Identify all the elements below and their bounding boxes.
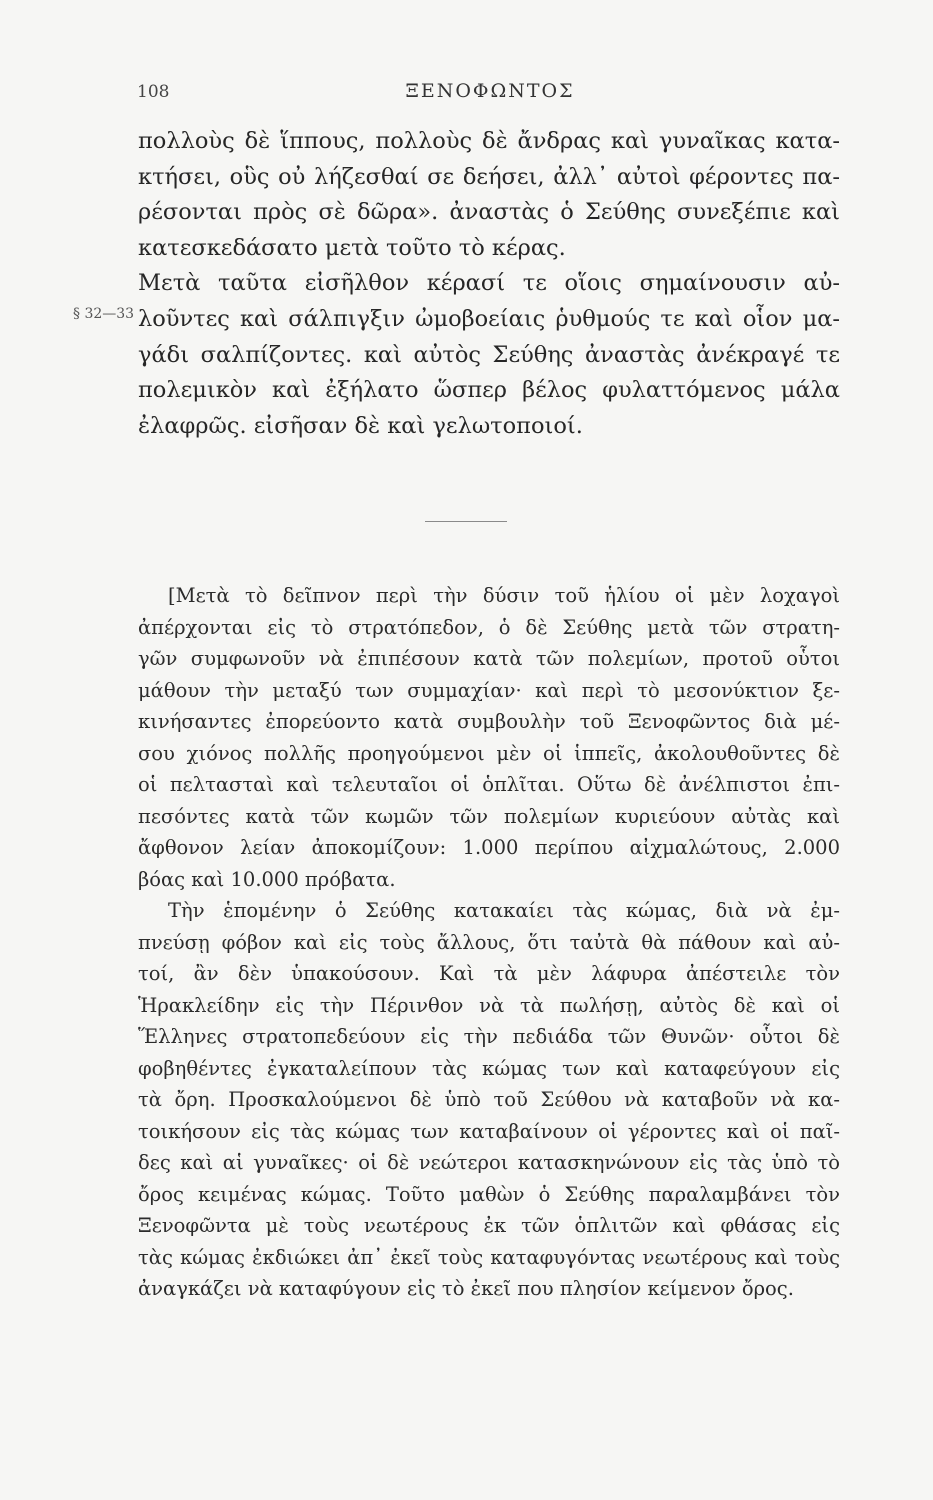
text-line: πολλοὺς δὲ ἵππους, πολλοὺς δὲ ἄνδρας καὶ γυναῖκας κατα- [138,128,840,154]
text-line: ἀναγκάζει νὰ καταφύγουν εἰς τὸ ἐκεῖ που πλησίον κείμενον ὄρος. [138,1277,794,1300]
original-greek-text [138,124,840,444]
text-line: ἐλαφρῶς. εἰσῆσαν δὲ καὶ γελωτοποιοί. [138,412,583,439]
text-line: ἄφθονον λείαν ἀποκομίζουν: 1.000 περίπου αἰχμαλώτους, 2.000 [138,836,840,859]
text-line: γῶν συμφωνοῦν νὰ ἐπιπέσουν κατὰ τῶν πολεμίων, προτοῦ οὗτοι [138,647,840,670]
section-reference: § 32—33 [73,306,135,322]
text-line: κατεσκεδάσατο μετὰ τοῦτο τὸ κέρας. [138,234,566,261]
text-line: τοί, ἂν δὲν ὑπακούσουν. Καὶ τὰ μὲν λάφυρα ἀπέστειλε τὸν [138,962,840,985]
text-line: γάδι σαλπίζοντες. καὶ αὐτὸς Σεύθης ἀναστὰς ἀνέκραγέ τε [138,341,840,368]
text-line: τὰς κώμας ἐκδιώκει ἀπ᾽ ἐκεῖ τοὺς καταφυγόντας νεωτέρους καὶ τοὺς [138,1245,840,1269]
text-line: ἀπέρχονται εἰς τὸ στρατόπεδον, ὁ δὲ Σεύθης μετὰ τῶν στρατη- [138,615,840,639]
text-line: Μετὰ ταῦτα εἰσῆλθον κέρασί τε οἵοις σημαίνουσιν αὐ- [138,270,840,297]
text-line: πολεμικὸν καὶ ἐξήλατο ὥσπερ βέλος φυλαττόμενος μάλα [138,377,840,404]
text-line: λοῦντες καὶ σάλπιγξιν ὠμοβοείαις ῥυθμούς τε καὶ οἷον μα- [138,305,840,332]
text-line: Τὴν ἑπομένην ὁ Σεύθης κατακαίει τὰς κώμας, διὰ νὰ ἐμ- [168,899,840,922]
text-line: πεσόντες κατὰ τῶν κωμῶν τῶν πολεμίων κυριεύουν αὐτὰς καὶ [138,804,840,828]
text-line: κτήσει, οὓς οὐ λήζεσθαί σε δεήσει, ἀλλ᾽ αὐτοὶ φέροντες πα- [138,163,840,190]
running-title: ΞΕΝΟΦΩΝΤΟΣ [405,80,575,102]
text-line: οἱ πελτασταὶ καὶ τελευταῖοι οἱ ὁπλῖται. Οὕτω δὲ ἀνέλπιστοι ἐπι- [138,773,840,796]
text-line: Ξενοφῶντα μὲ τοὺς νεωτέρους ἐκ τῶν ὁπλιτῶν καὶ φθάσας εἰς [138,1214,840,1237]
text-line: σου χιόνος πολλῆς προηγούμενοι μὲν οἱ ἱππεῖς, ἀκολουθοῦντες δὲ [138,741,840,765]
section-divider [425,521,507,522]
text-line: μάθουν τὴν μεταξύ των συμμαχίαν· καὶ περὶ τὸ μεσονύκτιον ξε- [138,678,840,702]
modern-greek-summary [138,580,840,1305]
text-line: φοβηθέντες ἐγκαταλείπουν τὰς κώμας των καὶ καταφεύγουν εἰς [138,1056,840,1080]
text-line: κινήσαντες ἐπορεύοντο κατὰ συμβουλὴν τοῦ Ξενοφῶντος διὰ μέ- [138,710,840,733]
text-line: ρέσονται πρὸς σὲ δῶρα». ἀναστὰς ὁ Σεύθης συνεξέπιε καὶ [138,199,840,226]
text-line: Ἡρακλείδην εἰς τὴν Πέρινθον νὰ τὰ πωλήσῃ, αὐτὸς δὲ καὶ οἱ [138,993,840,1017]
text-line: τὰ ὄρη. Προσκαλούμενοι δὲ ὑπὸ τοῦ Σεύθου νὰ καταβοῦν νὰ κα- [138,1088,840,1111]
text-line: πνεύσῃ φόβον καὶ εἰς τοὺς ἄλλους, ὅτι ταὐτὰ θὰ πάθουν καὶ αὐ- [138,930,840,954]
page-number: 108 [137,82,170,102]
text-line: τοικήσουν εἰς τὰς κώμας των καταβαίνουν οἱ γέροντες καὶ οἱ παῖ- [138,1119,840,1143]
text-line: ὄρος κειμένας κώμας. Τοῦτο μαθὼν ὁ Σεύθης παραλαμβάνει τὸν [138,1182,840,1206]
text-line: δες καὶ αἱ γυναῖκες· οἱ δὲ νεώτεροι κατασκηνώνουν εἰς τὰς ὑπὸ τὸ [138,1151,840,1174]
text-line: Ἕλληνες στρατοπεδεύουν εἰς τὴν πεδιάδα τῶν Θυνῶν· οὗτοι δὲ [138,1025,840,1048]
text-line: βόας καὶ 10.000 πρόβατα. [138,867,396,891]
text-line: [Μετὰ τὸ δεῖπνον περὶ τὴν δύσιν τοῦ ἡλίου οἱ μὲν λοχαγοὶ [168,584,840,607]
